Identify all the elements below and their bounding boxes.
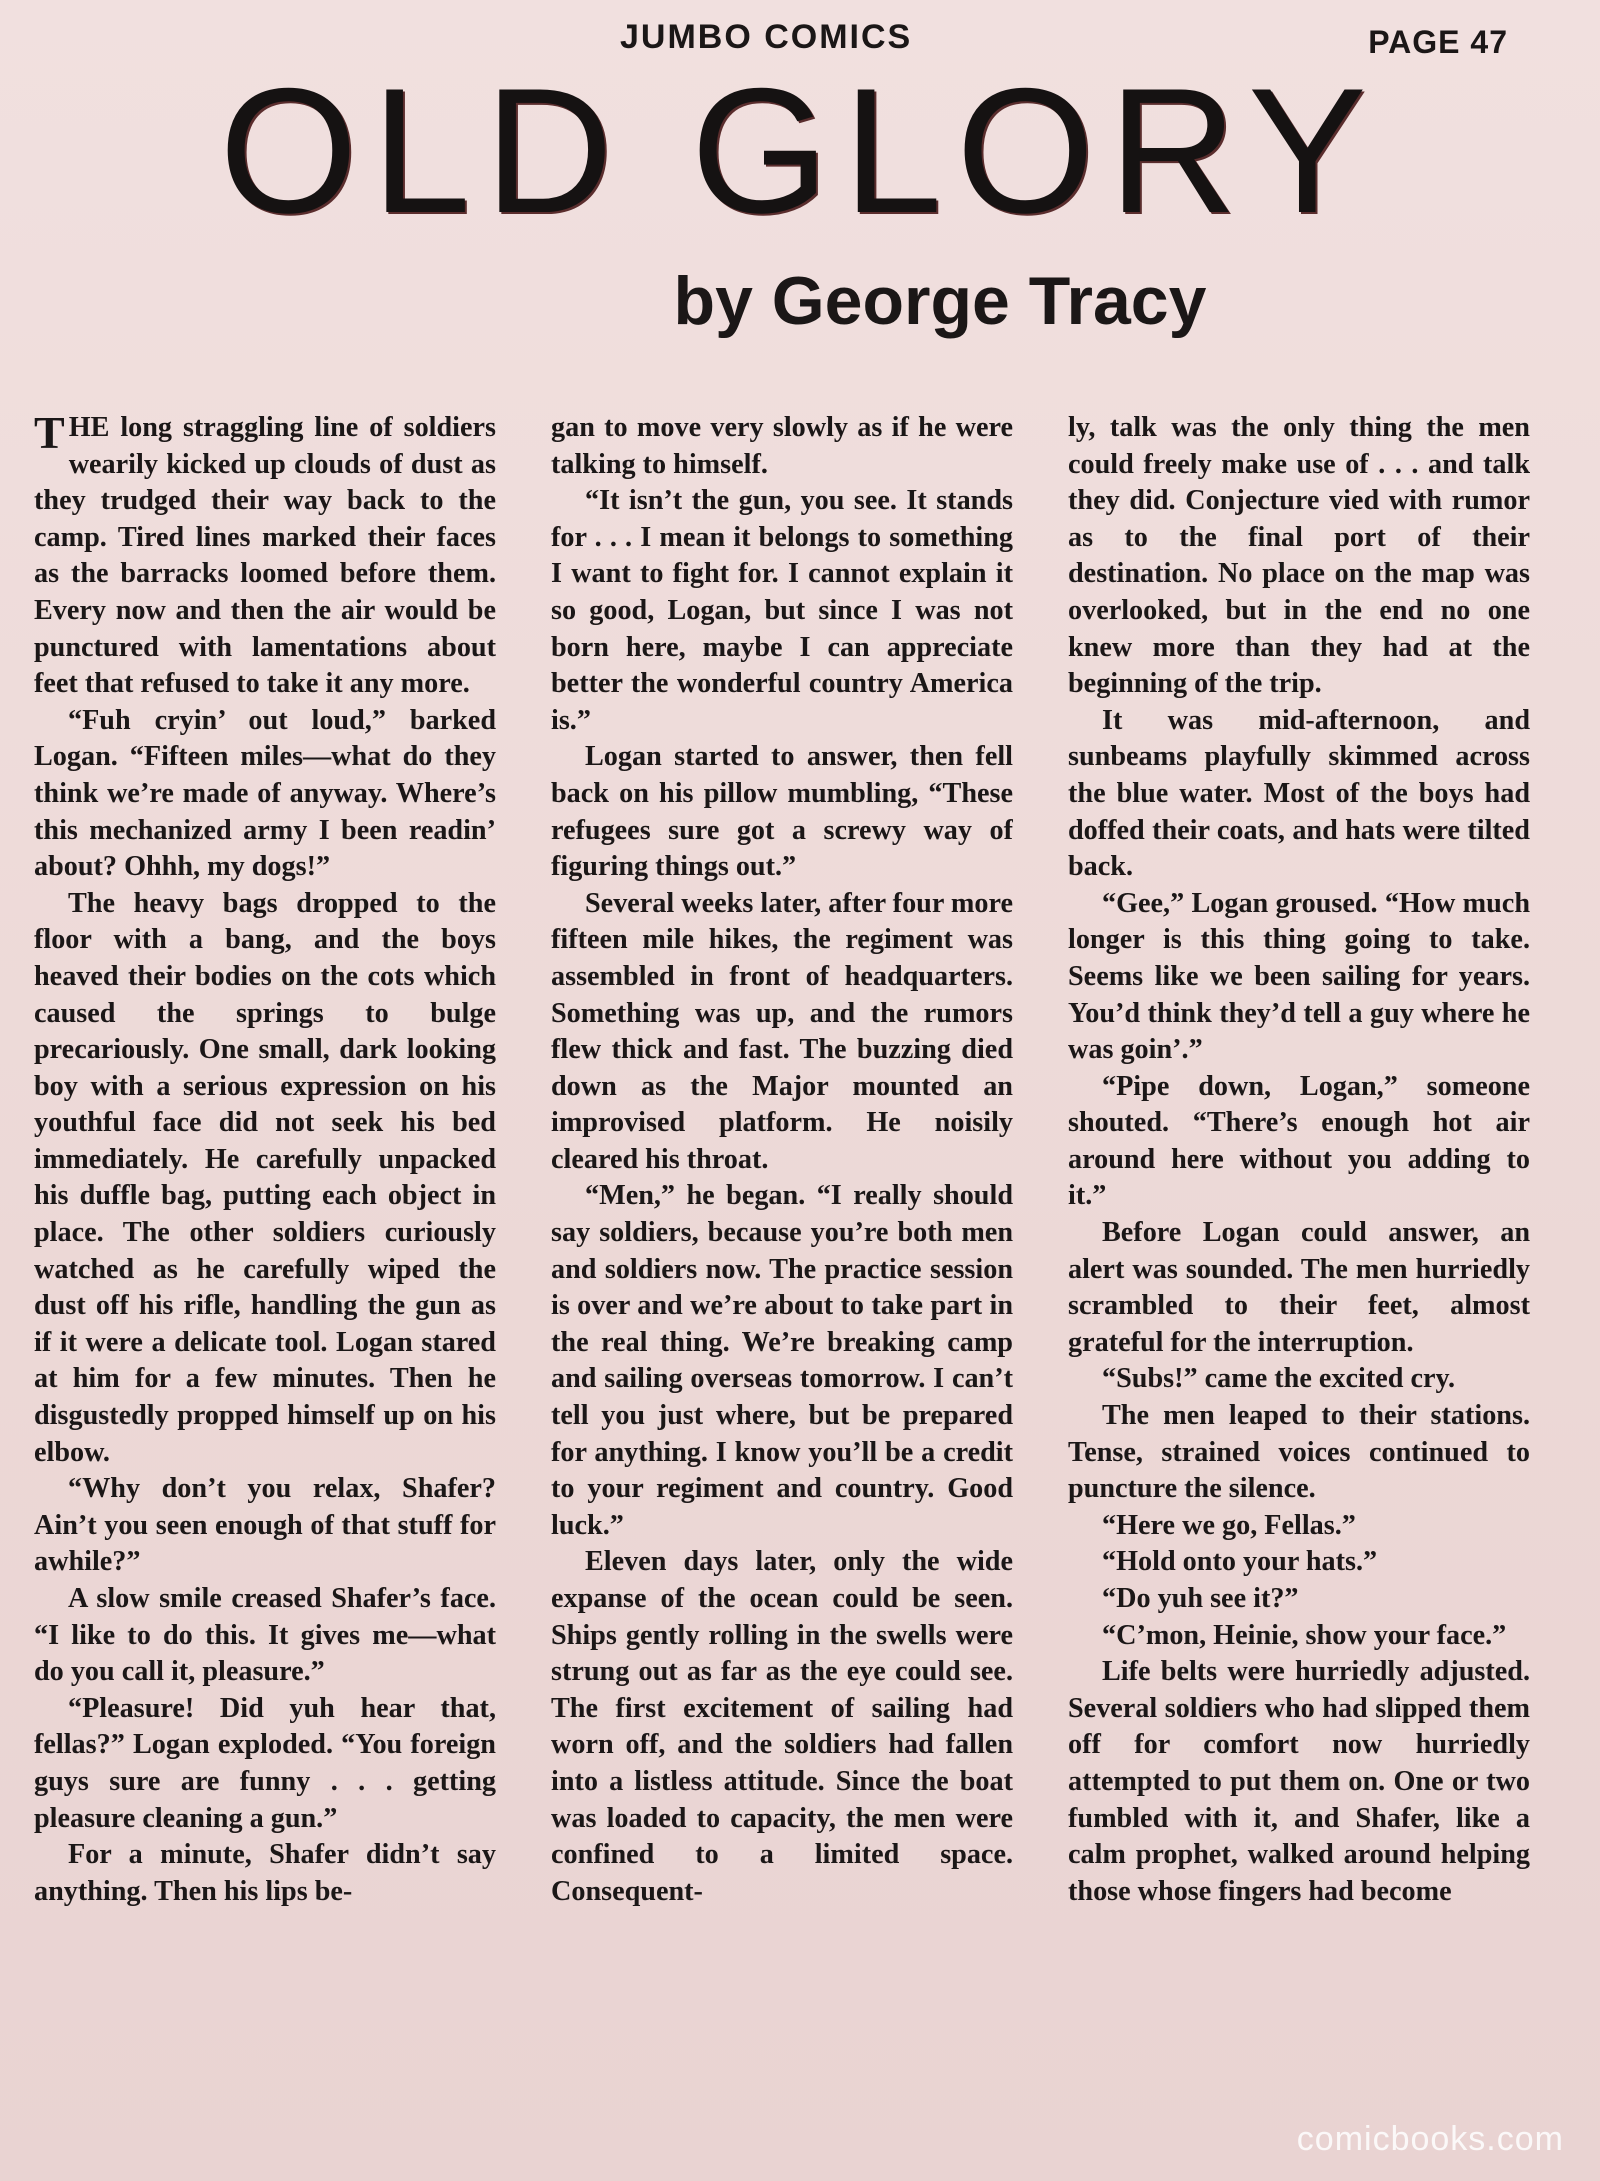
paragraph: “Gee,” Logan groused. “How much longer is this thing going to take. Seems like we been sailing for years. You’d think they’d tell a guy where he was goin’.” [1068,887,1530,1066]
paragraph: ly, talk was the only thing the men could freely make use of . . . and talk they did. Conjecture vied with rumor as to the final port of their destination. No place on the map was overlooked, but in the end no one knew more than they had at the beginning of the trip. [1068,412,1530,700]
paragraph: “Here we go, Fellas.” [1102,1509,1356,1541]
story-byline: by George Tracy [673,263,1207,339]
paragraph: “Pleasure! Did yuh hear that, fellas?” Logan exploded. “You foreign guys sure are funny . . . getting pleasure cleaning a gun.” [34,1692,496,1834]
paragraph: The men leaped to their stations. Tense, strained voices continued to puncture the silence. [1068,1400,1530,1505]
paragraph: The heavy bags dropped to the floor with a bang, and the boys heaved their bodies on the cots which caused the springs to bulge precariously. One small, dark looking boy with a serious expression on his youthful face did not seek his bed immediately. He carefully unpacked his duffle bag, putting each object in place. The other soldiers curiously watched as he carefully wiped the dust off his rifle, handling the gun as if it were a delicate tool. Logan stared at him for a few minutes. Then he disgustedly propped himself up on his elbow. [34,887,496,1468]
magazine-name: JUMBO COMICS [620,18,913,56]
paragraph: “Pipe down, Logan,” someone shouted. “There’s enough hot air around here without you adding to it.” [1068,1070,1530,1212]
paragraph: Eleven days later, only the wide expanse of the ocean could be seen. Ships gently rolling in the swells were strung out as far as the eye could see. The first excitement of sailing had worn off, and the soldiers had fallen into a listless attitude. Since the boat was loaded to capacity, the men were confined to a limited space. Consequent- [551,1546,1013,1907]
paragraph [34,410,496,703]
paragraph: “Men,” he began. “I really should say soldiers, because you’re both men and soldiers now. The practice session is over and we’re about to take part in the real thing. We’re breaking camp and sailing overseas tomorrow. I can’t tell you just where, but be prepared for anything. I know you’ll be a credit to your regiment and country. Good luck.” [551,1180,1013,1541]
paragraph: For a minute, Shafer didn’t say anything. Then his lips be- [34,1839,496,1907]
text-column-3 [1068,410,1530,2130]
story-body [34,410,1534,2130]
site-watermark: comicbooks.com [1296,2120,1564,2158]
text-column-1 [34,410,496,2130]
paragraph: “It isn’t the gun, you see. It stands for . . . I mean it belongs to something I want to fight for. I cannot explain it so good, Logan, but since I was not born here, maybe I can appreciate better the wonderful country America is.” [551,485,1013,736]
paragraph: Before Logan could answer, an alert was sounded. The men hurriedly scrambled to their feet, almost grateful for the interruption. [1068,1217,1530,1358]
paragraph: It was mid-afternoon, and sunbeams playfully skimmed across the blue water. Most of the boys had doffed their coats, and hats were tilted back. [1068,704,1530,883]
paragraph: “Hold onto your hats.” [1102,1546,1378,1578]
page-number: PAGE 47 [1368,24,1508,60]
story-title: OLD GLORY [219,51,1381,250]
drop-cap: T [34,410,65,458]
paragraph: Logan started to answer, then fell back on his pillow mumbling, “These refugees sure got a screwy way of figuring things out.” [551,741,1013,883]
paragraph: “Subs!” came the excited cry. [1102,1363,1456,1395]
text-column-2 [551,410,1013,2130]
paragraph: “Why don’t you relax, Shafer? Ain’t you seen enough of that stuff for awhile?” [34,1473,496,1578]
paragraph: “C’mon, Heinie, show your face.” [1102,1619,1507,1651]
paragraph-text: HE long straggling line of soldiers wearily kicked up clouds of dust as they trudged their way back to the camp. Tired lines marked their faces as the barracks loomed before them. Every now and then the air would be punctured with lamentations about feet that refused to take it any more. [34,412,496,700]
paragraph: Several weeks later, after four more fifteen mile hikes, the regiment was assembled in front of headquarters. Something was up, and the rumors flew thick and fast. The buzzing died down as the Major mounted an improvised platform. He noisily cleared his throat. [551,887,1013,1175]
paragraph: A slow smile creased Shafer’s face. “I like to do this. It gives me—what do you call it, pleasure.” [34,1583,496,1688]
paragraph: “Do yuh see it?” [1102,1583,1299,1614]
paragraph: gan to move very slowly as if he were talking to himself. [551,412,1013,480]
paragraph: “Fuh cryin’ out loud,” barked Logan. “Fifteen miles—what do they think we’re made of anyway. Where’s this mechanized army I been readin’ about? Ohhh, my dogs!” [34,704,496,883]
paragraph: Life belts were hurriedly adjusted. Several soldiers who had slipped them off for comfort now hurriedly attempted to put them on. One or two fumbled with it, and Shafer, like a calm prophet, walked around helping those whose fingers had become [1068,1656,1530,1907]
